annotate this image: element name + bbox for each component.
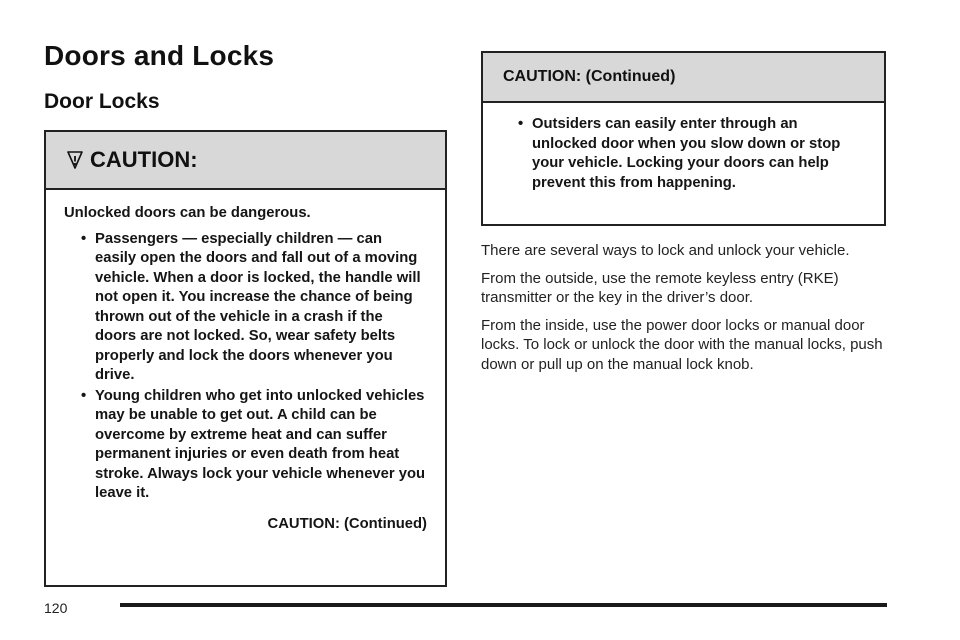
caution-lead: Unlocked doors can be dangerous. bbox=[64, 205, 311, 221]
caution-bullet-text: Outsiders can easily enter through an unlocked door when you slow down or stop your vehicle. Locking your doors can help prevent this from happening. bbox=[532, 116, 841, 191]
bullet-icon: • bbox=[81, 387, 87, 404]
body-paragraph: There are several ways to lock and unlock your vehicle. bbox=[481, 242, 850, 259]
body-paragraph: From the outside, use the remote keyless entry (RKE) transmitter or the key in the driver’s door. bbox=[481, 269, 839, 306]
caution-bullet-text: Passengers — especially children — can easily open the doors and fall out of a moving vehicle. When a door is locked, the handle will not open it. You increase the chance of being thrown out of the vehicle in a crash if the doors are not locked. So, wear safety belts properly and lock the doors whenever you drive. bbox=[95, 230, 421, 383]
section-title: Door Locks bbox=[44, 90, 160, 113]
caution-continued-box bbox=[481, 51, 886, 226]
body-text bbox=[481, 241, 891, 382]
page-title: Doors and Locks bbox=[44, 40, 275, 71]
caution-continued: CAUTION: (Continued) bbox=[267, 515, 427, 532]
caution-box bbox=[44, 130, 447, 587]
caution-bullet-list bbox=[64, 230, 427, 504]
caution-continued-heading: CAUTION: (Continued) bbox=[503, 68, 676, 85]
caution-bullet-list bbox=[501, 115, 866, 193]
caution-heading: CAUTION: bbox=[90, 147, 198, 172]
caution-bullet bbox=[64, 230, 427, 386]
page-number: 120 bbox=[44, 600, 68, 616]
caution-bullet bbox=[501, 115, 866, 193]
caution-body bbox=[46, 190, 445, 534]
caution-bullet bbox=[64, 387, 427, 504]
body-paragraph: From the inside, use the power door locks or manual door locks. To lock or unlock the door with the manual locks, push down or pull up on the manual lock knob. bbox=[481, 316, 883, 373]
caution-bullet-text: Young children who get into unlocked vehicles may be unable to get out. A child can be overcome by extreme heat and can suffer permanent injuries or even death from heat stroke. Always lock your vehicle whenever you leave it. bbox=[95, 387, 426, 501]
caution-header bbox=[46, 132, 445, 190]
warning-triangle-icon bbox=[66, 150, 84, 170]
bullet-icon: • bbox=[518, 116, 524, 132]
footer-rule bbox=[120, 603, 887, 607]
caution-continued-body bbox=[483, 103, 884, 193]
caution-continued-header bbox=[483, 53, 884, 103]
bullet-icon: • bbox=[81, 230, 87, 247]
